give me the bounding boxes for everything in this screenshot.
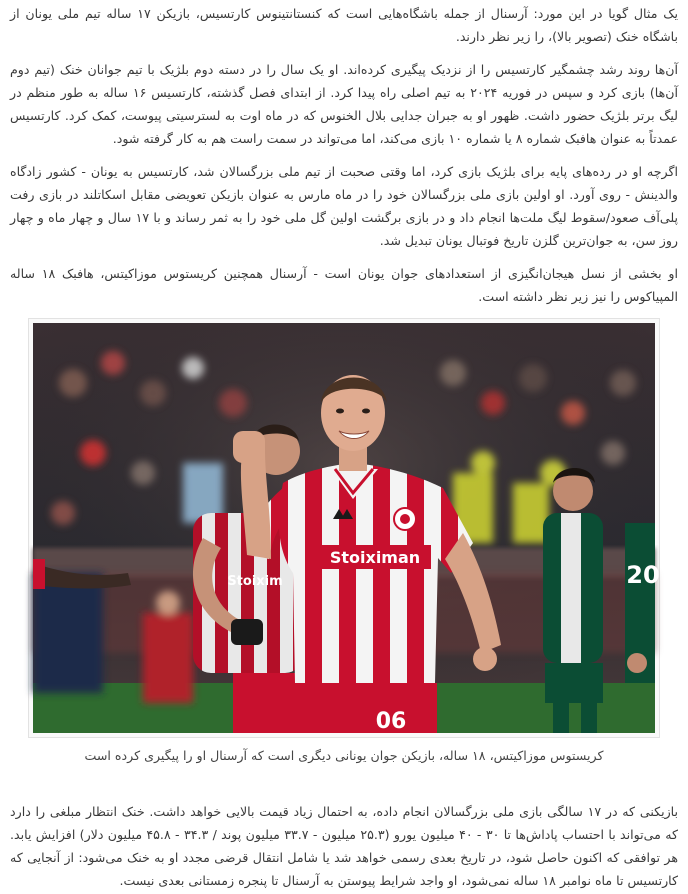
article-paragraph: بازیکنی که در ۱۷ سالگی بازی ملی بزرگسالان انجام داده، به احتمال زیاد قیمت بالایی خواهد داشت. خنک انتظار مبلغی را دارد که می‌تواند با احتساب پاداش‌ها تا ۳۰ - ۴۰ میلیون یورو (۲۵.۳ میلیون - ۳۳.۷ میلیون پوند / ۳۴.۳ - ۴۵.۸ میلیون دلار) افزایش یابد. هر توافقی که اکنون حاصل شود، در تاریخ بعدی رسمی خواهد شد یا شامل انتقال قرضی مجدد او به خنک می‌شود: از آنجایی که کارتسیس تا ماه نوامبر ۱۸ ساله نمی‌شود، او واجد شرایط پیوستن به آرسنال تا پنجره زمستانی بعدی نیست.	[10, 804, 679, 888]
figure-caption: کریستوس موزاکیتس، ۱۸ ساله، بازیکن جوان یونانی دیگری است که آرسنال او را پیگیری کرده است	[84, 748, 604, 763]
sponsor-text-back: Stoixim	[227, 574, 283, 589]
article-paragraph: آن‌ها روند رشد چشمگیر کارتسیس را از نزدیک پیگیری کرده‌اند. او یک سال را در دسته دوم بلژیک با تیم جوانان خنک (تیم دوم آن‌ها) بازی کرد و سپس در فوریه ۲۰۲۴ به تیم اصلی راه پیدا کرد. از ابتدای فصل گذشته، کارتسیس ۱۶ ساله به طور منظم در لیگ برتر بلژیک حضور داشت. ظهور او به جبران جدایی بلال الخنوس که در ماه اوت به لسترسیتی پیوست، کمک کرد. کارتسیس عمدتاً به عنوان هافبک شماره ۸ یا شماره ۱۰ بازی می‌کند، اما می‌تواند در سمت راست هم به کار گرفته شود.	[10, 62, 679, 146]
article-paragraph: یک مثال گویا در این مورد: آرسنال از جمله باشگاه‌هایی است که کنستانتینوس کارتسیس، بازیکن ۱۷ ساله تیم ملی یونان از باشگاه خنک (تصویر بالا)، را زیر نظر دارند.	[10, 6, 678, 44]
sponsor-text: Stoiximan	[329, 548, 421, 567]
player-photo	[33, 323, 660, 734]
shirt-number: 06	[375, 709, 407, 734]
article-figure	[28, 318, 660, 738]
article-body	[0, 2, 688, 892]
article-paragraph: اگرچه او در رده‌های پایه برای بلژیک بازی کرد، اما وقتی صحبت از تیم ملی بزرگسالان شد، کارتسیس به یونان - کشور زادگاه والدینش - روی آورد. او اولین بازی ملی بزرگسالان خود را در ماه مارس به عنوان بازیکن تعویضی مقابل اسکاتلند در بازی رفت پلی‌آف صعود/سقوط لیگ ملت‌ها انجام داد و در بازی برگشت اولین گل ملی خود را به ثمر رساند و با ۱۷ سال و چهار ماه و چهار روز سن، به جوان‌ترین گلزن تاریخ فوتبال یونان تبدیل شد.	[10, 164, 679, 248]
right-player-number: 20	[626, 561, 660, 589]
article-paragraph: او بخشی از نسل هیجان‌انگیزی از استعدادهای جوان یونان است - آرسنال همچنین کریستوس موزاکیتس، هافبک ۱۸ ساله المپیاکوس را نیز زیر نظر داشته است.	[10, 266, 679, 304]
section-spacer	[10, 766, 678, 800]
